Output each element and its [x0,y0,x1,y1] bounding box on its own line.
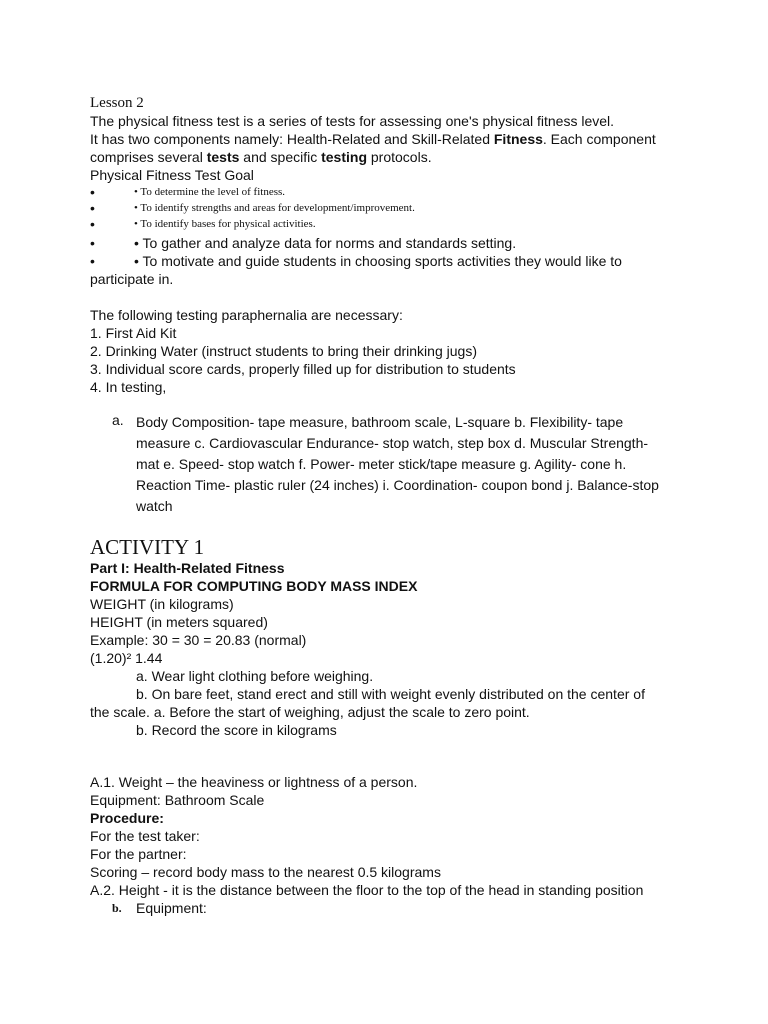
intro-text: It has two components namely: Health-Related and Skill-Related [90,131,494,147]
intro-text: protocols. [367,149,432,165]
equipment-sublist [112,412,690,517]
part-heading: Part I: Health-Related Fitness [90,560,285,576]
goal-item [90,234,690,252]
paraphernalia-intro: The following testing paraphernalia are necessary: [90,307,403,323]
goal-continuation: participate in. [90,271,174,287]
formula-heading: FORMULA FOR COMPUTING BODY MASS INDEX [90,578,418,594]
intro-line-1: The physical fitness test is a series of tests for assessing one's physical fitness level. [90,113,615,129]
bullet-icon: • [90,216,95,232]
partner-label: For the partner: [90,846,187,862]
sublist-marker: a. [112,412,124,428]
instruction-b2: b. Record the score in kilograms [136,722,337,738]
height-title: A.2. Height - it is the distance between the floor to the top of the head in standing position [90,882,644,898]
intro-bold-testing: testing [321,149,367,165]
formula-line: HEIGHT (in meters squared) [90,614,268,630]
paraphernalia-item: 4. In testing, [90,379,167,395]
weight-title: A.1. Weight – the heaviness or lightness of a person. [90,774,418,790]
procedure-heading: Procedure: [90,810,164,826]
intro-text: comprises several [90,149,207,165]
weight-equipment: Equipment: Bathroom Scale [90,792,265,808]
formula-line: Example: 30 = 30 = 20.83 (normal) [90,632,307,648]
scoring-text: Scoring – record body mass to the nearest 0.5 kilograms [90,864,441,880]
goal-text: • To identify bases for physical activities. [134,218,316,230]
test-taker-label: For the test taker: [90,828,200,844]
goal-item [90,252,690,270]
spacer [90,757,690,773]
paraphernalia-item: 1. First Aid Kit [90,325,177,341]
intro-text: . Each component [542,131,656,147]
document-body [90,92,690,917]
activity-title: ACTIVITY 1 [90,535,205,559]
spacer [90,739,690,757]
formula-line: (1.20)² 1.44 [90,650,163,666]
goal-text: • To gather and analyze data for norms and standards setting. [134,235,517,251]
sublist-text: Body Composition- tape measure, bathroom scale, L-square b. Flexibility- tape measure c. Cardiovascular Endurance- stop watch, step box d. Muscular Strength- mat e. Speed- stop watch f. Power- meter stick/tape measure g. Agility- cone h. Reaction Time- plastic ruler (24 inches) i. Coordination- coupon bond j. Balance-stop watch [136,414,659,514]
formula-line: WEIGHT (in kilograms) [90,596,234,612]
goal-heading: Physical Fitness Test Goal [90,167,254,183]
goal-text: • To motivate and guide students in choosing sports activities they would like to [134,253,622,269]
height-equipment: Equipment: [136,900,207,916]
goal-item [90,200,690,216]
spacer [90,288,690,306]
intro-bold-tests: tests [206,149,240,165]
goal-text: • To identify strengths and areas for development/improvement. [134,202,415,214]
goal-item [90,216,690,232]
bullet-icon: • [90,235,95,251]
instruction-b-wrap: the scale. a. Before the start of weighing, adjust the scale to zero point. [90,704,530,720]
instruction-a: a. Wear light clothing before weighing. [136,668,374,684]
height-equipment-row [90,899,690,917]
intro-line-2 [90,130,690,148]
bullet-icon: • [90,253,95,269]
intro-text: and specific [239,149,322,165]
intro-line-3 [90,148,690,166]
lesson-title: Lesson 2 [90,95,144,111]
goal-text: • To determine the level of fitness. [134,186,286,198]
instruction-b: b. On bare feet, stand erect and still with weight evenly distributed on the center of [136,686,645,702]
height-marker: b. [112,901,122,915]
bullet-icon: • [90,200,95,216]
paraphernalia-item: 3. Individual score cards, properly filled up for distribution to students [90,361,516,377]
bullet-icon: • [90,184,95,200]
goal-item [90,184,690,200]
intro-bold-fitness: Fitness [493,131,543,147]
paraphernalia-item: 2. Drinking Water (instruct students to bring their drinking jugs) [90,343,477,359]
